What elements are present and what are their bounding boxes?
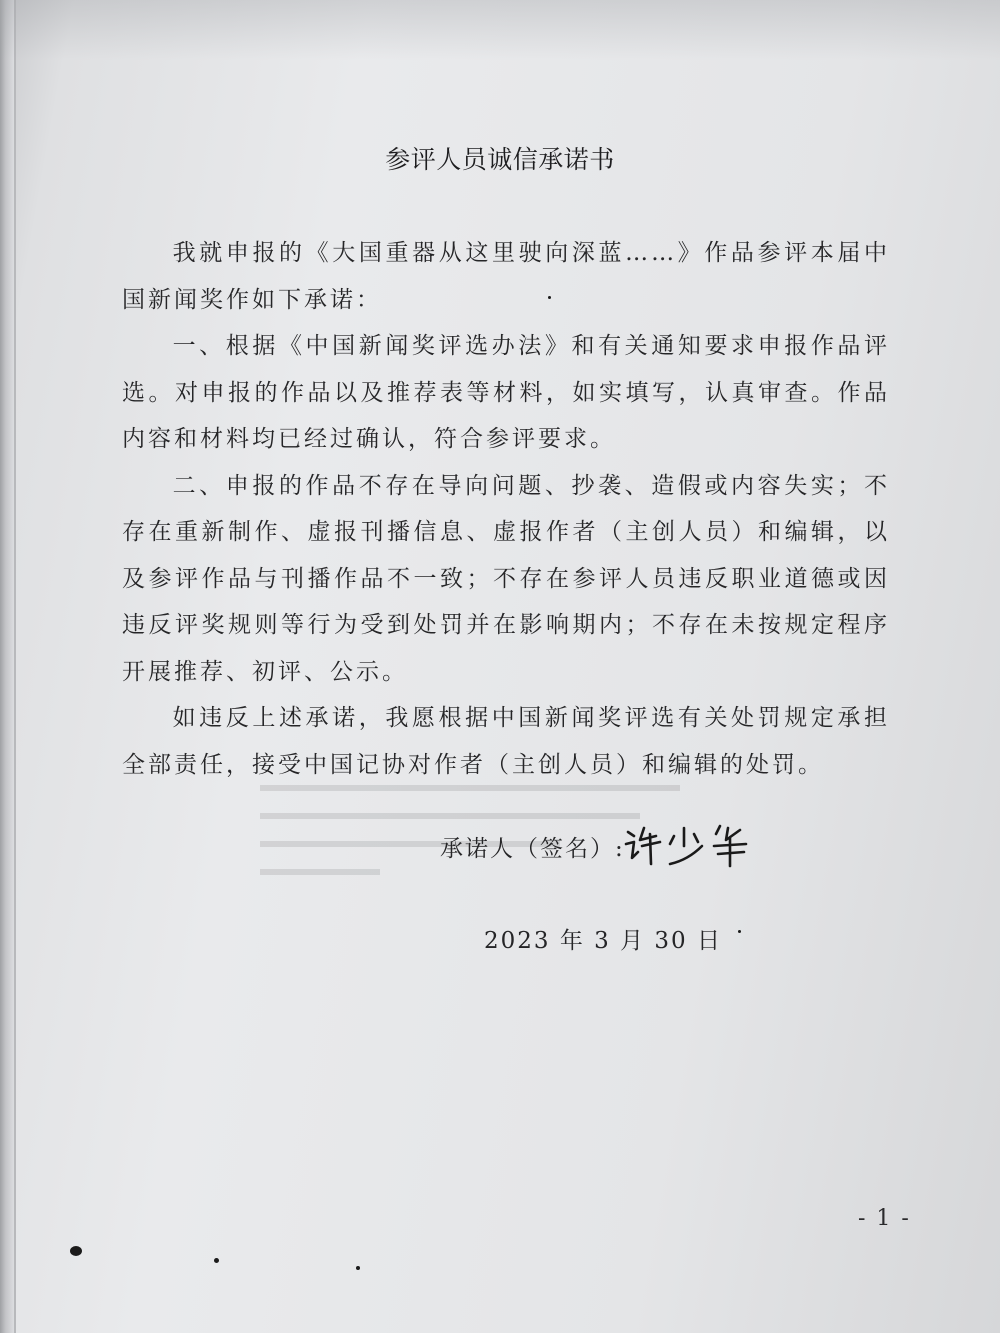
handwritten-signature (622, 820, 752, 870)
top-shadow (0, 0, 1000, 60)
sign-date: 2023 年 3 月 30 日 (484, 928, 722, 954)
signer-label: 承诺人（签名）: (440, 836, 625, 862)
document-body (122, 230, 890, 788)
intro-paragraph: 我就申报的《大国重器从这里驶向深蓝……》作品参评本届中国新闻奖作如下承诺： (122, 240, 890, 313)
paper-stack-edge (0, 0, 14, 1333)
page-number: - 1 - (858, 1206, 911, 1231)
dust-speck (738, 930, 741, 933)
commitment-paragraph-1: 一、根据《中国新闻奖评选办法》和有关通知要求申报作品评选。对申报的作品以及推荐表等材料，如实填写，认真审查。作品内容和材料均已经过确认，符合参评要求。 (122, 333, 890, 452)
dust-speck (356, 1266, 360, 1270)
document-title: 参评人员诚信承诺书 (385, 145, 615, 174)
dust-speck (548, 296, 551, 299)
dust-speck (214, 1258, 219, 1263)
commitment-paragraph-2: 二、申报的作品不存在导向问题、抄袭、造假或内容失实；不存在重新制作、虚报刊播信息、虚报作者（主创人员）和编辑，以及参评作品与刊播作品不一致；不存在参评人员违反职业道德或因违反评奖规则等行为受到处罚并在影响期内；不存在未按规定程序开展推荐、初评、公示。 (122, 472, 890, 685)
dust-speck (70, 1246, 82, 1256)
liability-paragraph: 如违反上述承诺，我愿根据中国新闻奖评选有关处罚规定承担全部责任，接受中国记协对作者（主创人员）和编辑的处罚。 (122, 705, 890, 778)
paper-stack-edge-line (14, 0, 16, 1333)
